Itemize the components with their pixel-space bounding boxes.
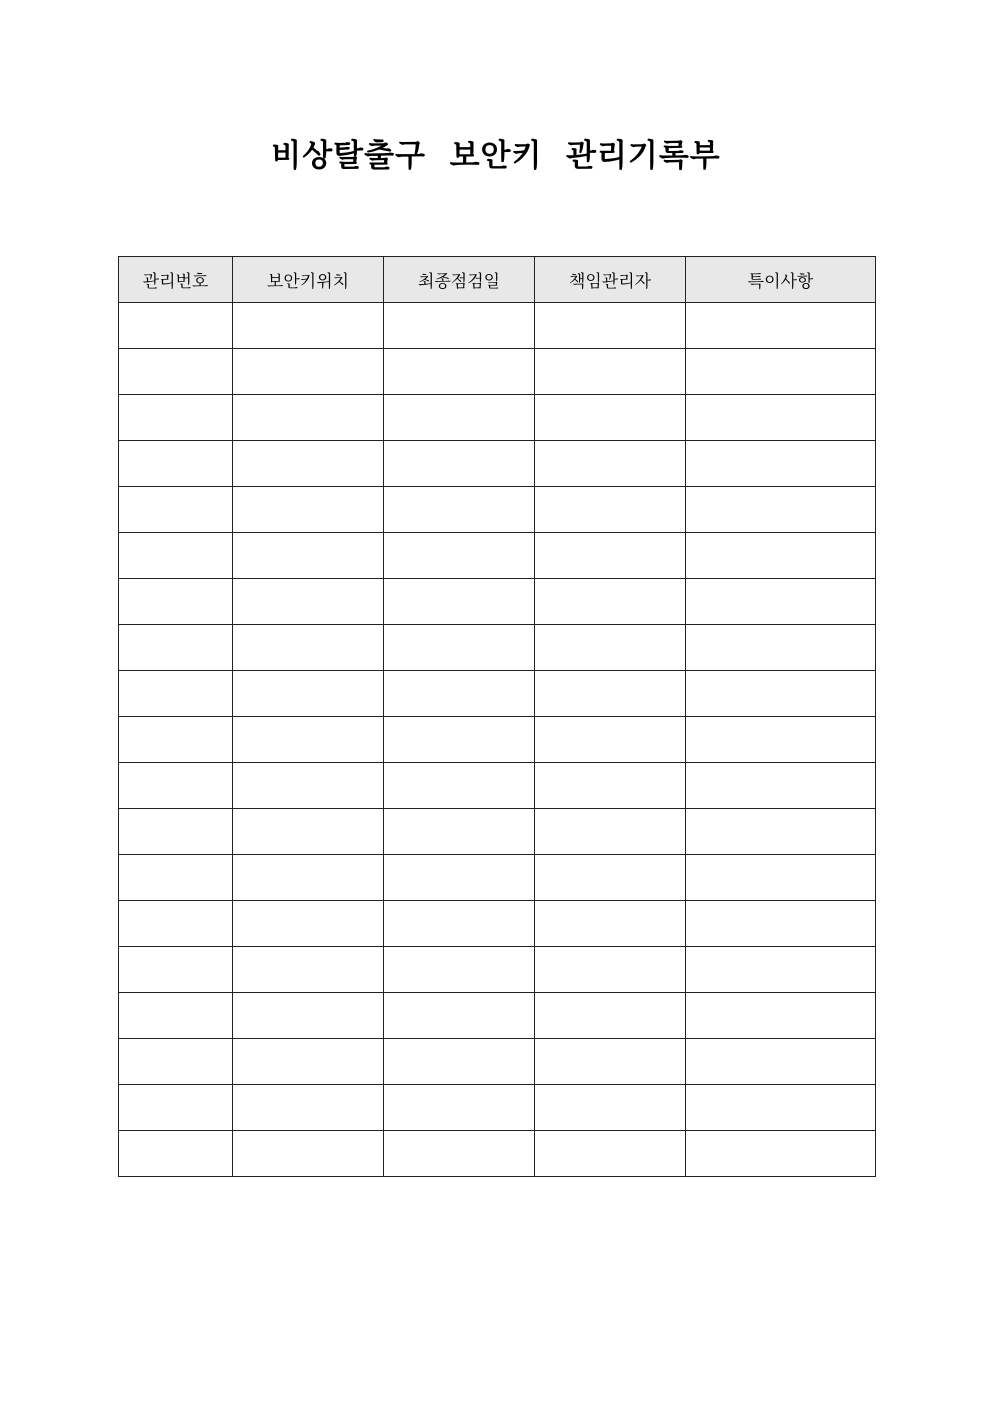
table-row xyxy=(119,303,876,349)
table-row xyxy=(119,1039,876,1085)
cell-management-number[interactable] xyxy=(119,901,233,947)
cell-management-number[interactable] xyxy=(119,855,233,901)
page-title: 비상탈출구 보안키 관리기록부 xyxy=(271,138,721,174)
cell-remarks[interactable] xyxy=(686,395,876,441)
cell-remarks[interactable] xyxy=(686,671,876,717)
cell-remarks[interactable] xyxy=(686,993,876,1039)
cell-remarks[interactable] xyxy=(686,717,876,763)
cell-key-location[interactable] xyxy=(233,671,384,717)
cell-management-number[interactable] xyxy=(119,947,233,993)
cell-management-number[interactable] xyxy=(119,1131,233,1177)
cell-last-inspection-date[interactable] xyxy=(384,395,535,441)
cell-last-inspection-date[interactable] xyxy=(384,763,535,809)
cell-responsible-manager[interactable] xyxy=(535,717,686,763)
header-responsible-manager: 책임관리자 xyxy=(535,257,686,303)
table-body xyxy=(119,303,876,1177)
table-row xyxy=(119,1085,876,1131)
cell-last-inspection-date[interactable] xyxy=(384,303,535,349)
cell-last-inspection-date[interactable] xyxy=(384,441,535,487)
cell-key-location[interactable] xyxy=(233,993,384,1039)
cell-last-inspection-date[interactable] xyxy=(384,349,535,395)
cell-key-location[interactable] xyxy=(233,1039,384,1085)
cell-responsible-manager[interactable] xyxy=(535,579,686,625)
cell-responsible-manager[interactable] xyxy=(535,441,686,487)
cell-management-number[interactable] xyxy=(119,993,233,1039)
cell-management-number[interactable] xyxy=(119,487,233,533)
cell-responsible-manager[interactable] xyxy=(535,855,686,901)
cell-management-number[interactable] xyxy=(119,579,233,625)
cell-remarks[interactable] xyxy=(686,1085,876,1131)
table-row xyxy=(119,579,876,625)
cell-last-inspection-date[interactable] xyxy=(384,533,535,579)
table-row xyxy=(119,395,876,441)
cell-responsible-manager[interactable] xyxy=(535,349,686,395)
table-row xyxy=(119,1131,876,1177)
cell-responsible-manager[interactable] xyxy=(535,395,686,441)
cell-remarks[interactable] xyxy=(686,855,876,901)
cell-remarks[interactable] xyxy=(686,303,876,349)
cell-remarks[interactable] xyxy=(686,487,876,533)
cell-responsible-manager[interactable] xyxy=(535,763,686,809)
table-row xyxy=(119,809,876,855)
cell-management-number[interactable] xyxy=(119,303,233,349)
cell-last-inspection-date[interactable] xyxy=(384,717,535,763)
cell-remarks[interactable] xyxy=(686,763,876,809)
header-last-inspection-date: 최종점검일 xyxy=(384,257,535,303)
table-row xyxy=(119,947,876,993)
cell-remarks[interactable] xyxy=(686,1131,876,1177)
cell-key-location[interactable] xyxy=(233,533,384,579)
cell-remarks[interactable] xyxy=(686,349,876,395)
table-header-row xyxy=(119,257,876,303)
cell-responsible-manager[interactable] xyxy=(535,993,686,1039)
cell-last-inspection-date[interactable] xyxy=(384,487,535,533)
cell-key-location[interactable] xyxy=(233,855,384,901)
cell-management-number[interactable] xyxy=(119,809,233,855)
cell-key-location[interactable] xyxy=(233,901,384,947)
cell-management-number[interactable] xyxy=(119,1085,233,1131)
table-row xyxy=(119,993,876,1039)
cell-responsible-manager[interactable] xyxy=(535,625,686,671)
table-row xyxy=(119,763,876,809)
cell-key-location[interactable] xyxy=(233,1131,384,1177)
cell-key-location[interactable] xyxy=(233,579,384,625)
cell-responsible-manager[interactable] xyxy=(535,1039,686,1085)
key-management-table xyxy=(118,256,876,1177)
cell-key-location[interactable] xyxy=(233,947,384,993)
table-row xyxy=(119,901,876,947)
cell-remarks[interactable] xyxy=(686,533,876,579)
table-row xyxy=(119,487,876,533)
cell-key-location[interactable] xyxy=(233,1085,384,1131)
cell-key-location[interactable] xyxy=(233,717,384,763)
cell-last-inspection-date[interactable] xyxy=(384,625,535,671)
table-row xyxy=(119,671,876,717)
cell-remarks[interactable] xyxy=(686,947,876,993)
cell-responsible-manager[interactable] xyxy=(535,1085,686,1131)
cell-last-inspection-date[interactable] xyxy=(384,993,535,1039)
cell-key-location[interactable] xyxy=(233,809,384,855)
cell-responsible-manager[interactable] xyxy=(535,947,686,993)
cell-management-number[interactable] xyxy=(119,671,233,717)
cell-last-inspection-date[interactable] xyxy=(384,947,535,993)
cell-last-inspection-date[interactable] xyxy=(384,1085,535,1131)
header-key-location: 보안키위치 xyxy=(233,257,384,303)
cell-last-inspection-date[interactable] xyxy=(384,579,535,625)
header-remarks: 특이사항 xyxy=(686,257,876,303)
cell-responsible-manager[interactable] xyxy=(535,533,686,579)
cell-last-inspection-date[interactable] xyxy=(384,1131,535,1177)
cell-management-number[interactable] xyxy=(119,717,233,763)
cell-last-inspection-date[interactable] xyxy=(384,855,535,901)
cell-responsible-manager[interactable] xyxy=(535,671,686,717)
cell-responsible-manager[interactable] xyxy=(535,809,686,855)
table-row xyxy=(119,533,876,579)
cell-responsible-manager[interactable] xyxy=(535,901,686,947)
cell-key-location[interactable] xyxy=(233,487,384,533)
table-row xyxy=(119,441,876,487)
cell-remarks[interactable] xyxy=(686,579,876,625)
cell-management-number[interactable] xyxy=(119,441,233,487)
table-row xyxy=(119,349,876,395)
cell-key-location[interactable] xyxy=(233,303,384,349)
cell-remarks[interactable] xyxy=(686,441,876,487)
cell-management-number[interactable] xyxy=(119,1039,233,1085)
cell-remarks[interactable] xyxy=(686,901,876,947)
table-row xyxy=(119,855,876,901)
cell-responsible-manager[interactable] xyxy=(535,1131,686,1177)
table-row xyxy=(119,717,876,763)
cell-management-number[interactable] xyxy=(119,533,233,579)
header-management-number: 관리번호 xyxy=(119,257,233,303)
cell-responsible-manager[interactable] xyxy=(535,487,686,533)
cell-remarks[interactable] xyxy=(686,1039,876,1085)
cell-management-number[interactable] xyxy=(119,763,233,809)
cell-last-inspection-date[interactable] xyxy=(384,671,535,717)
cell-remarks[interactable] xyxy=(686,625,876,671)
cell-last-inspection-date[interactable] xyxy=(384,901,535,947)
cell-remarks[interactable] xyxy=(686,809,876,855)
cell-key-location[interactable] xyxy=(233,625,384,671)
cell-key-location[interactable] xyxy=(233,349,384,395)
cell-management-number[interactable] xyxy=(119,625,233,671)
cell-responsible-manager[interactable] xyxy=(535,303,686,349)
cell-last-inspection-date[interactable] xyxy=(384,1039,535,1085)
cell-management-number[interactable] xyxy=(119,395,233,441)
cell-last-inspection-date[interactable] xyxy=(384,809,535,855)
table-row xyxy=(119,625,876,671)
cell-key-location[interactable] xyxy=(233,763,384,809)
cell-management-number[interactable] xyxy=(119,349,233,395)
cell-key-location[interactable] xyxy=(233,395,384,441)
cell-key-location[interactable] xyxy=(233,441,384,487)
